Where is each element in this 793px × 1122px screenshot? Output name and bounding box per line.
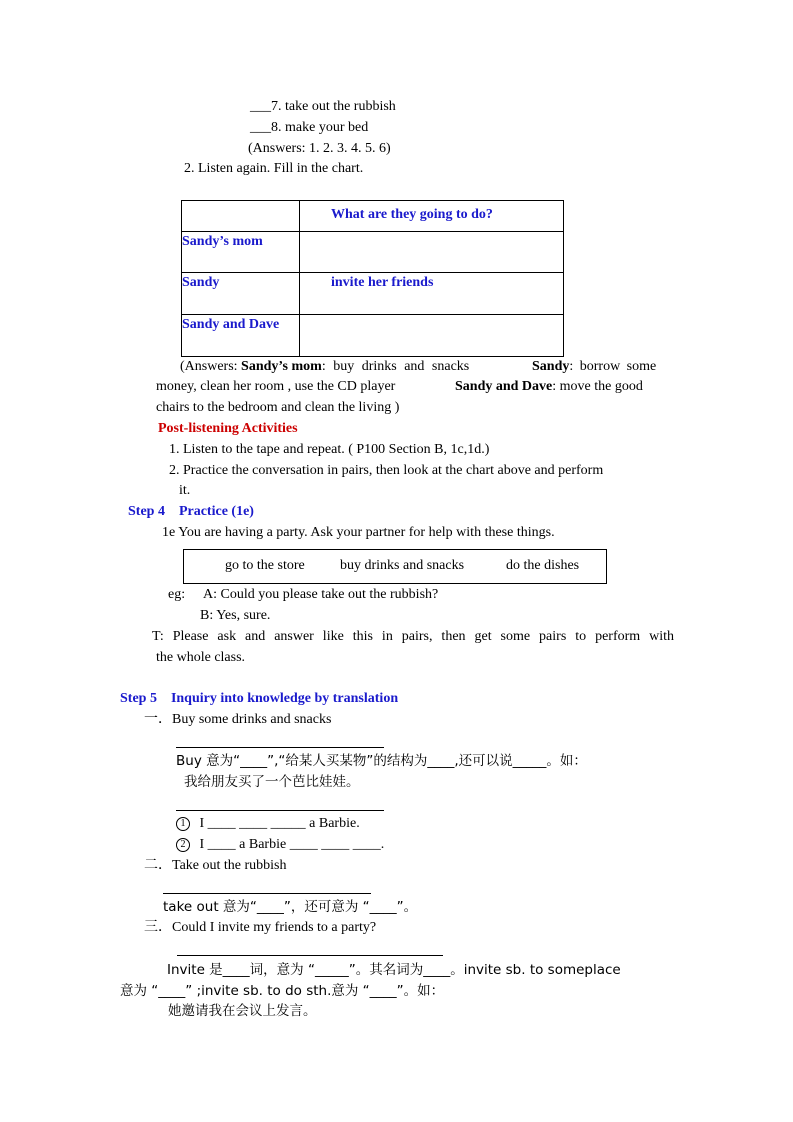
answer-line (176, 747, 384, 748)
table-row (182, 273, 564, 315)
circled-number: 1 (176, 817, 190, 831)
section-3-line-1: Invite 是____词，意为 “_____”。其名词为____。invite sb. to someplace (167, 962, 621, 978)
step-4-title: Step 4 Practice (1e) (128, 504, 254, 519)
answer-line (176, 810, 384, 811)
chart-row-who: Sandy’s mom (182, 232, 300, 273)
section-1-line-1: Buy 意为“____”,“给某人买某物”的结构为____,还可以说_____。如： (176, 753, 587, 769)
chart-row-task (300, 232, 564, 273)
step-5-title: Step 5 Inquiry into knowledge by translation (120, 691, 399, 706)
table-row (182, 315, 564, 357)
example-line-a: A: Could you please take out the rubbish? (203, 587, 439, 602)
answer-line (177, 955, 443, 956)
chart-answers-line-1b (532, 357, 656, 377)
fill-in-chart (181, 200, 564, 357)
chart-row-task (300, 315, 564, 357)
list-item-8: ___8. make your bed (250, 120, 369, 135)
example-label: eg: (168, 587, 186, 602)
section-2-heading: 二．Take out the rubbish (144, 858, 287, 873)
option-2-text: I ____ a Barbie ____ ____ ____. (199, 837, 385, 852)
answer-line (163, 893, 371, 894)
answer-sandy-text: : borrow some (569, 359, 657, 374)
post-listening-item-2: 2. Practice the conversation in pairs, then look at the chart above and perform (169, 463, 604, 478)
chart-row-task: invite her friends (300, 273, 564, 315)
section-3-line-3: 她邀请我在会议上发言。 (168, 1003, 317, 1019)
teacher-instruction-cont: the whole class. (156, 650, 246, 665)
option-1-text: I ____ ____ _____ a Barbie. (199, 816, 360, 831)
box-item: go to the store (225, 558, 305, 573)
answer-dave-label: Sandy and Dave (455, 379, 553, 394)
section-2-line: take out 意为“____”，还可意为 “____”。 (163, 899, 418, 915)
post-listening-item-1: 1. Listen to the tape and repeat. ( P100 Section B, 1c,1d.) (169, 442, 490, 457)
answers-open: (Answers: (180, 359, 238, 374)
answer-dave-text: : move the good (552, 379, 643, 394)
list-answers: (Answers: 1. 2. 3. 4. 5. 6) (248, 141, 391, 156)
box-item: do the dishes (506, 558, 580, 573)
section-3-heading: 三．Could I invite my friends to a party? (144, 920, 377, 935)
box-item: buy drinks and snacks (340, 558, 465, 573)
task-2-instruction: 2. Listen again. Fill in the chart. (184, 161, 364, 176)
chart-answers-line-2: money, clean her room , use the CD player (156, 379, 396, 394)
section-1-option-1 (176, 814, 360, 834)
section-1-option-2 (176, 835, 384, 855)
chart-answers-line-2b (455, 377, 643, 397)
circled-number: 2 (176, 838, 190, 852)
section-3-line-2: 意为 “____” ;invite sb. to do sth.意为 “____”。如： (120, 983, 445, 999)
section-1-line-2: 我给朋友买了一个芭比娃娃。 (184, 774, 360, 790)
post-listening-item-2-cont: it. (179, 483, 191, 498)
chart-answers-line-1 (180, 357, 469, 377)
answer-mom-text: : buy drinks and snacks (321, 359, 470, 374)
chart-row-who: Sandy (182, 273, 300, 315)
answer-sandy-label: Sandy (532, 359, 570, 374)
answer-mom-label: Sandy’s mom (241, 359, 322, 374)
chart-header: What are they going to do? (300, 201, 564, 232)
chart-answers-line-3: chairs to the bedroom and clean the living ) (156, 400, 400, 415)
table-row (182, 232, 564, 273)
section-1-heading: 一．Buy some drinks and snacks (144, 712, 332, 727)
teacher-instruction: T: Please ask and answer like this in pairs, then get some pairs to perform with (152, 629, 674, 644)
chart-header-empty-cell (182, 201, 300, 232)
list-item-7: ___7. take out the rubbish (250, 99, 396, 114)
post-listening-title: Post-listening Activities (158, 421, 298, 436)
step-4-intro: 1e You are having a party. Ask your partner for help with these things. (162, 525, 555, 540)
chart-row-who: Sandy and Dave (182, 315, 300, 357)
things-to-do-box (183, 549, 607, 584)
example-line-b: B: Yes, sure. (200, 608, 271, 623)
